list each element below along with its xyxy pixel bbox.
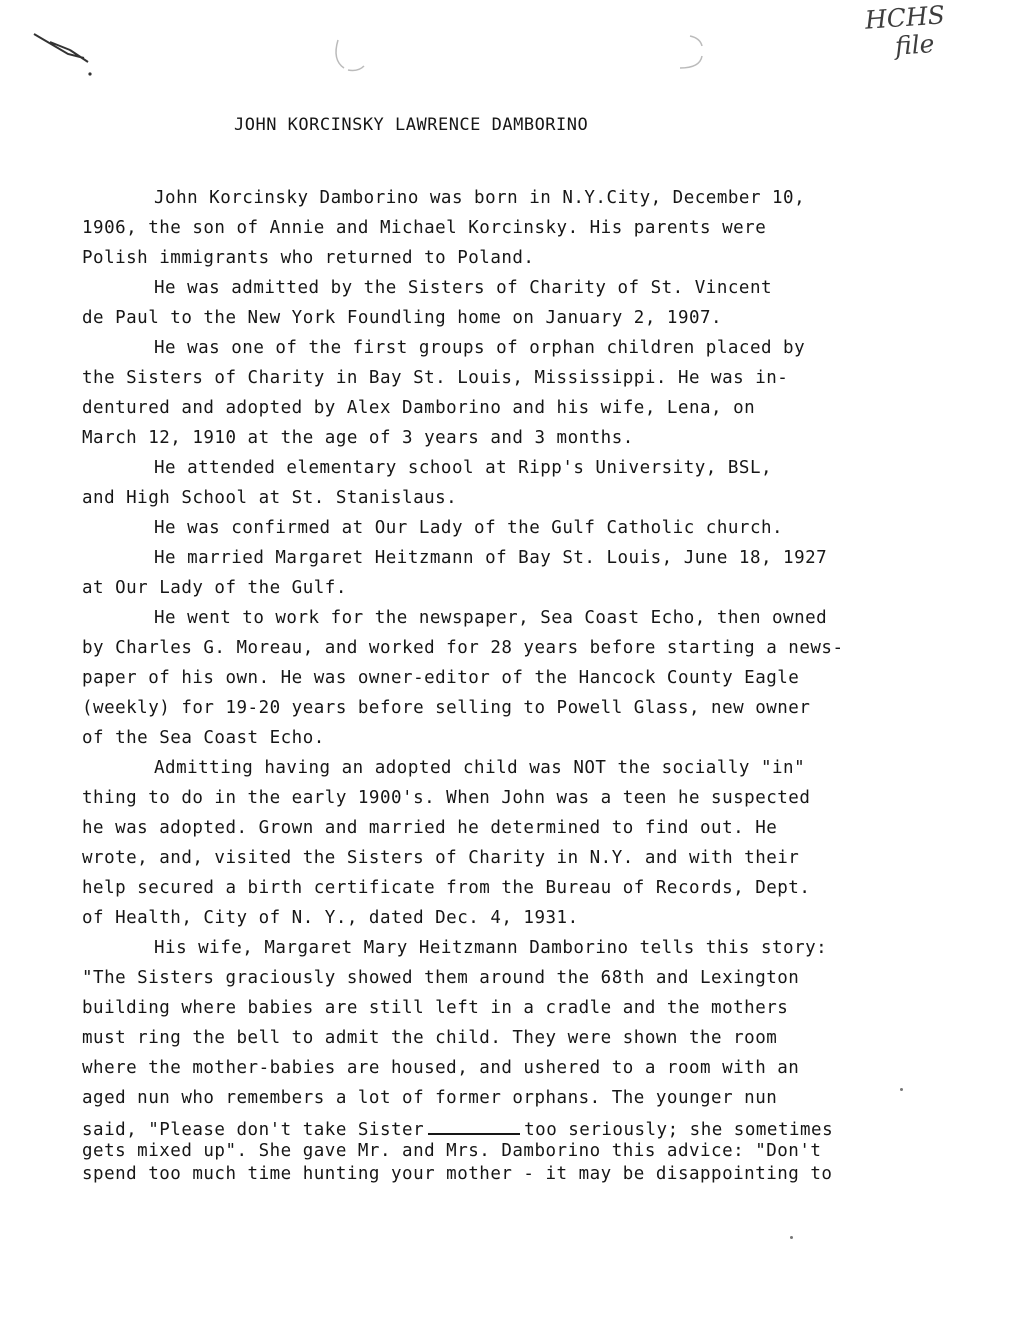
text-line — [82, 1117, 982, 1140]
text-line: wrote, and, visited the Sisters of Charity in N.Y. and with their — [82, 848, 800, 868]
text-line: the Sisters of Charity in Bay St. Louis, Mississippi. He was in- — [82, 368, 789, 388]
text-line: gets mixed up". She gave Mr. and Mrs. Damborino this advice: "Don't — [82, 1141, 822, 1161]
text-line: He married Margaret Heitzmann of Bay St. Louis, June 18, 1927 — [154, 548, 828, 568]
speck-mark — [790, 1236, 793, 1239]
text-line: "The Sisters graciously showed them around the 68th and Lexington — [82, 968, 800, 988]
text-line: He attended elementary school at Ripp's University, BSL, — [154, 458, 773, 478]
text-line: building where babies are still left in a cradle and the mothers — [82, 998, 789, 1018]
text-line: must ring the bell to admit the child. They were shown the room — [82, 1028, 778, 1048]
text-line: he was adopted. Grown and married he determined to find out. He — [82, 818, 778, 838]
annotation-line-1: HCHS — [864, 0, 946, 35]
text-line: by Charles G. Moreau, and worked for 28 years before starting a news- — [82, 638, 844, 658]
text-line: of Health, City of N. Y., dated Dec. 4, 1931. — [82, 908, 579, 928]
text-line: and High School at St. Stanislaus. — [82, 488, 458, 508]
punch-hole-mark-right — [666, 30, 716, 80]
text-segment: too seriously; she sometimes — [524, 1120, 834, 1140]
text-line: of the Sea Coast Echo. — [82, 728, 325, 748]
text-line: aged nun who remembers a lot of former orphans. The younger nun — [82, 1088, 778, 1108]
text-line: He was admitted by the Sisters of Charity of St. Vincent — [154, 278, 773, 298]
text-line: de Paul to the New York Foundling home on January 2, 1907. — [82, 308, 723, 328]
text-line: dentured and adopted by Alex Damborino and his wife, Lena, on — [82, 398, 756, 418]
document-title: JOHN KORCINSKY LAWRENCE DAMBORINO — [234, 115, 589, 135]
speck-mark — [900, 1088, 903, 1091]
text-line: March 12, 1910 at the age of 3 years and 3 months. — [82, 428, 634, 448]
text-line: He was one of the first groups of orphan children placed by — [154, 338, 806, 358]
annotation-line-2: file — [893, 29, 936, 61]
text-line: His wife, Margaret Mary Heitzmann Damborino tells this story: — [154, 938, 828, 958]
text-line: He went to work for the newspaper, Sea Coast Echo, then owned — [154, 608, 828, 628]
handwritten-annotation — [864, 1, 948, 62]
text-segment: said, "Please don't take Sister — [82, 1120, 425, 1140]
text-line: He was confirmed at Our Lady of the Gulf Catholic church. — [154, 518, 784, 538]
text-line: (weekly) for 19-20 years before selling to Powell Glass, new owner — [82, 698, 811, 718]
text-line: spend too much time hunting your mother - it may be disappointing to — [82, 1164, 833, 1184]
text-line: help secured a birth certificate from the Bureau of Records, Dept. — [82, 878, 811, 898]
name-blank — [428, 1117, 520, 1135]
text-line: paper of his own. He was owner-editor of the Hancock County Eagle — [82, 668, 800, 688]
text-line: John Korcinsky Damborino was born in N.Y.City, December 10, — [154, 188, 806, 208]
text-line: 1906, the son of Annie and Michael Korcinsky. His parents were — [82, 218, 767, 238]
text-line: Polish immigrants who returned to Poland. — [82, 248, 535, 268]
text-line: Admitting having an adopted child was NOT the socially "in" — [154, 758, 806, 778]
punch-hole-mark-left — [330, 30, 380, 80]
text-line: at Our Lady of the Gulf. — [82, 578, 347, 598]
text-line: thing to do in the early 1900's. When John was a teen he suspected — [82, 788, 811, 808]
document-body — [82, 183, 982, 1186]
pen-scratch-mark — [30, 28, 100, 88]
text-line: where the mother-babies are housed, and ushered to a room with an — [82, 1058, 800, 1078]
